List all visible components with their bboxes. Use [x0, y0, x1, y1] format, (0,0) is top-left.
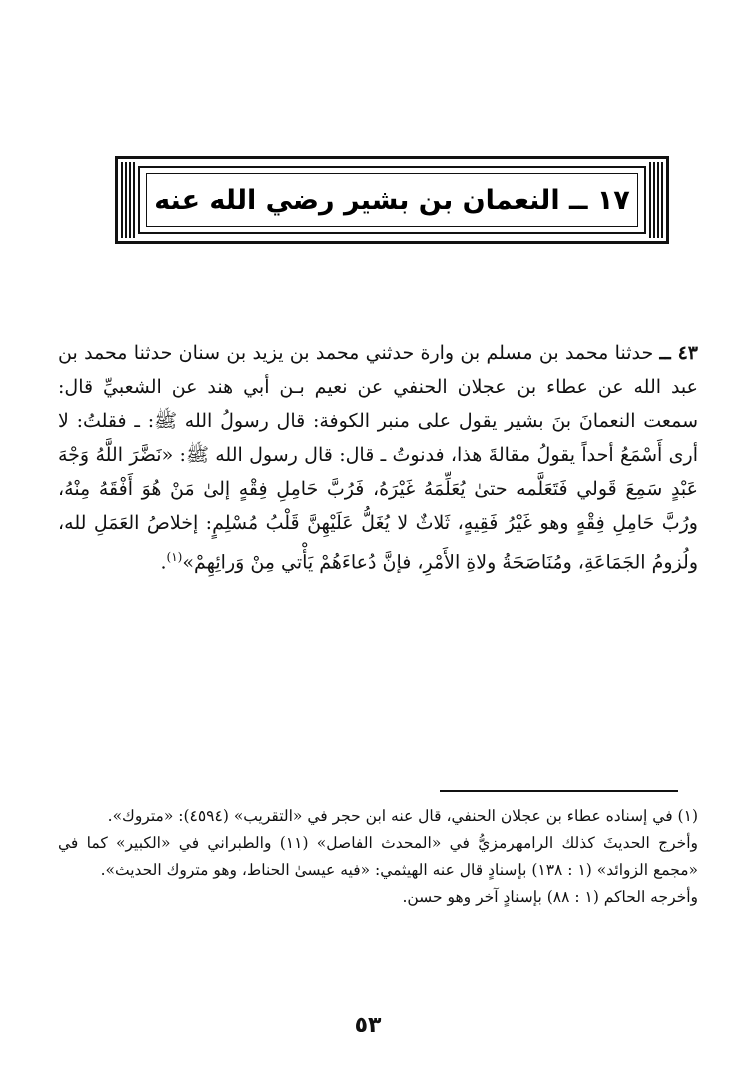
page-number: ٥٣ [354, 1013, 382, 1038]
footnote-2: وأخرج الحديثَ كذلك الرامهرمزيُّ في «المحدث الفاصل» (١١) والطبراني في «الكبير» كما في «مجمع الزوائد» (١ : ١٣٨) بإسنادٍ قال عنه الهيثمي: «فيه عيسىٰ الحناط، وهو متروك الحديث». [58, 834, 698, 879]
footnote-separator [440, 790, 678, 792]
title-box [146, 173, 638, 227]
left-pillar-ornament [121, 162, 135, 238]
hadith-body [58, 336, 698, 579]
footnote-3: وأخرجه الحاكم (١ : ٨٨) بإسنادٍ آخر وهو حسن. [402, 888, 698, 906]
footnote-1: (١) في إسناده عطاء بن عجلان الحنفي، قال عنه ابن حجر في «التقريب» (٤٥٩٤): «متروك». [107, 807, 698, 825]
chapter-title: ١٧ ــ النعمان بن بشير رضي الله عنه [154, 184, 630, 216]
chapter-title-frame [115, 156, 669, 244]
hadith-paragraph [58, 336, 698, 579]
footnote-reference: (١) [166, 550, 183, 564]
hadith-end: . [160, 551, 167, 574]
title-inner-border [138, 166, 646, 234]
footnotes [58, 803, 698, 911]
right-pillar-ornament [649, 162, 663, 238]
hadith-text: حدثنا محمد بن مسلم بن وارة حدثني محمد بن يزيد بن سنان حدثنا محمد بن عبد الله عن عطاء بن عجلان الحنفي عن نعيم بـن أبي هند عن الشعبيِّ قال: سمعت النعمانَ بنَ بشير يقول على منبر الكوفة: قال رسولُ الله ﷺ: ـ فقلتُ: لا أرى أَسْمَعُ أحداً يقولُ مقالةَ هذا، فدنوتُ ـ قال: قال رسول الله ﷺ: «نَضَّرَ اللَّهُ وَجْهَ عَبْدٍ سَمِعَ قَولي فَتَعَلَّمه حتىٰ يُعَلِّمَهُ غَيْرَهُ، فَرُبَّ حَامِلِ فِقْهٍ إلىٰ مَنْ هُوَ أَفْقَهُ مِنْهُ، ورُبَّ حَامِلِ فِقْهٍ وهو غَيْرُ فَقِيهٍ، ثَلاثٌ لا يُغَلُّ عَلَيْهِنَّ قَلْبُ مُسْلِمٍ: إخلاصُ العَمَلِ لله، ولُزومُ الجَمَاعَةِ، ومُنَاصَحَةُ ولاةِ الأَمْرِ، فإنَّ دُعاءَهُمْ يَأْتي مِنْ وَرائِهِمْ» [58, 342, 698, 574]
hadith-number: ٤٣ ــ [659, 342, 699, 364]
